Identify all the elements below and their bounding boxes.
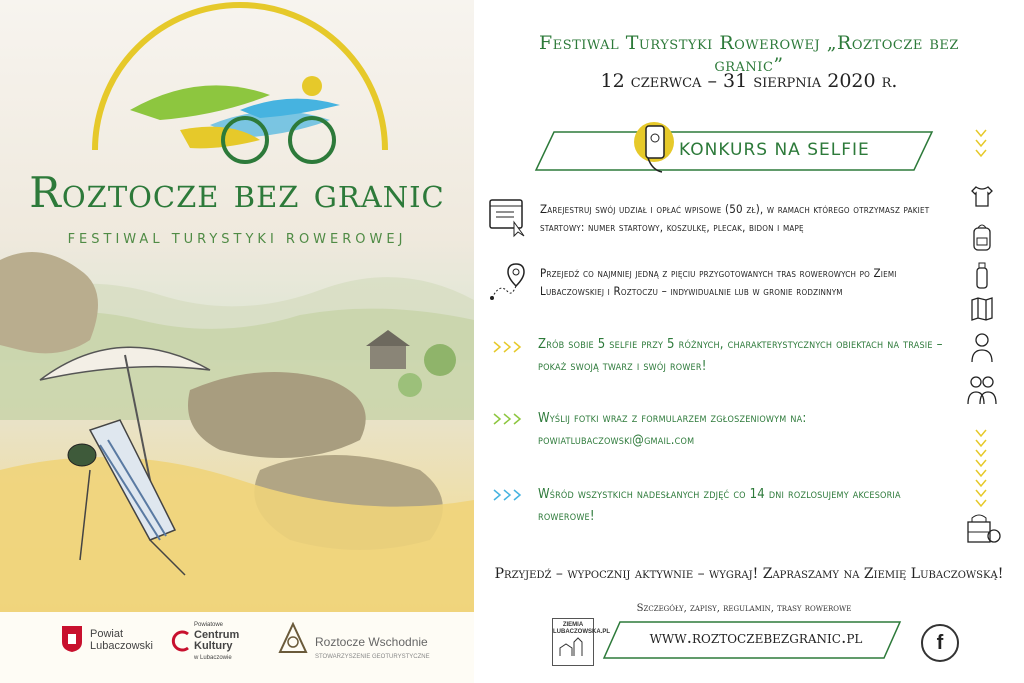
chevrons-down-icon bbox=[974, 128, 988, 168]
backpack-icon bbox=[970, 222, 994, 252]
family-icon bbox=[966, 372, 998, 406]
chevrons-right-icon bbox=[492, 412, 524, 426]
poster-title: Roztocze bez granic bbox=[29, 168, 445, 217]
chevrons-right-icon bbox=[492, 340, 524, 354]
step-selfie: Zrób sobie 5 selfie przy 5 różnych, charakterystycznych obiektach na trasie – pokaż swoją twarz i swój rower! bbox=[538, 337, 943, 374]
step-send: Wyślij fotki wraz z formularzem zgłoszeniowym na: powiatlubaczowski@gmail.com bbox=[538, 411, 807, 448]
closing-slogan: Przyjedź – wypocznij aktywnie – wygraj! Zapraszamy na Ziemię Lubaczowską! bbox=[494, 566, 1004, 582]
roztocze-wschodnie-icon bbox=[278, 622, 308, 658]
route-map-pin-icon bbox=[488, 262, 528, 302]
roztocze-wschodnie-subtext: STOWARZYSZENIE GEOTURYSTYCZNE bbox=[315, 654, 430, 660]
centrum-kultury-bottom: w Lubaczowie bbox=[194, 655, 232, 661]
roztocze-wschodnie-text: Roztocze Wschodnie bbox=[315, 635, 428, 649]
selfie-phone-icon bbox=[634, 120, 680, 178]
festival-title: Festiwal Turystyki Rowerowej „Roztocze bez granic” bbox=[539, 32, 959, 76]
registration-form-icon bbox=[488, 198, 528, 238]
water-bottle-icon bbox=[974, 262, 990, 290]
centrum-kultury-text: Centrum Kultury bbox=[194, 629, 240, 652]
bike-accessories-icon bbox=[966, 512, 1002, 546]
badge-text: ZIEMIA LUBACZOWSKA.PL bbox=[553, 622, 610, 635]
poster-subtitle: FESTIWAL TURYSTYKI ROWEROWEJ bbox=[67, 232, 407, 247]
centrum-kultury-icon bbox=[170, 630, 192, 652]
step-draw: Wśród wszystkich nadesłanych zdjęć co 14 dni rozlosujemy akcesoria rowerowe! bbox=[538, 487, 901, 524]
poster-illustration bbox=[0, 0, 474, 683]
ziemia-lubaczowska-badge bbox=[552, 618, 610, 666]
map-icon bbox=[970, 296, 994, 322]
cyclist-person-icon bbox=[968, 330, 996, 364]
chevrons-right-icon bbox=[492, 488, 524, 502]
website-link[interactable]: www.roztoczebezgranic.pl bbox=[649, 628, 863, 648]
coat-of-arms-icon bbox=[60, 624, 84, 654]
step-ride: Przejedź co najmniej jedną z pięciu przygotowanych tras rowerowych po Ziemi Lubaczowskiej i Roztoczu – indywidualnie lub w gronie rodzinnym bbox=[540, 266, 897, 298]
festival-dates: 12 czerwca – 31 sierpnia 2020 r. bbox=[600, 70, 898, 92]
town-icon bbox=[558, 636, 588, 658]
info-panel bbox=[474, 0, 1024, 683]
chevrons-down-icon bbox=[974, 428, 988, 510]
facebook-icon[interactable]: f bbox=[921, 624, 959, 662]
powiat-logo-text: Powiat Lubaczowski bbox=[90, 628, 153, 652]
konkurs-label: KONKURS NA SELFIE bbox=[679, 140, 870, 160]
details-line: Szczegóły, zapisy, regulamin, trasy rowerowe bbox=[636, 603, 852, 614]
landscape-illustration bbox=[0, 0, 474, 683]
step-register: Zarejestruj swój udział i opłać wpisowe (50 zł), w ramach którego otrzymasz pakiet startowy: numer startowy, koszulkę, plecak, bidon i mapę bbox=[540, 202, 930, 234]
centrum-kultury-top: Powiatowe bbox=[194, 622, 224, 628]
tshirt-icon bbox=[970, 184, 994, 208]
